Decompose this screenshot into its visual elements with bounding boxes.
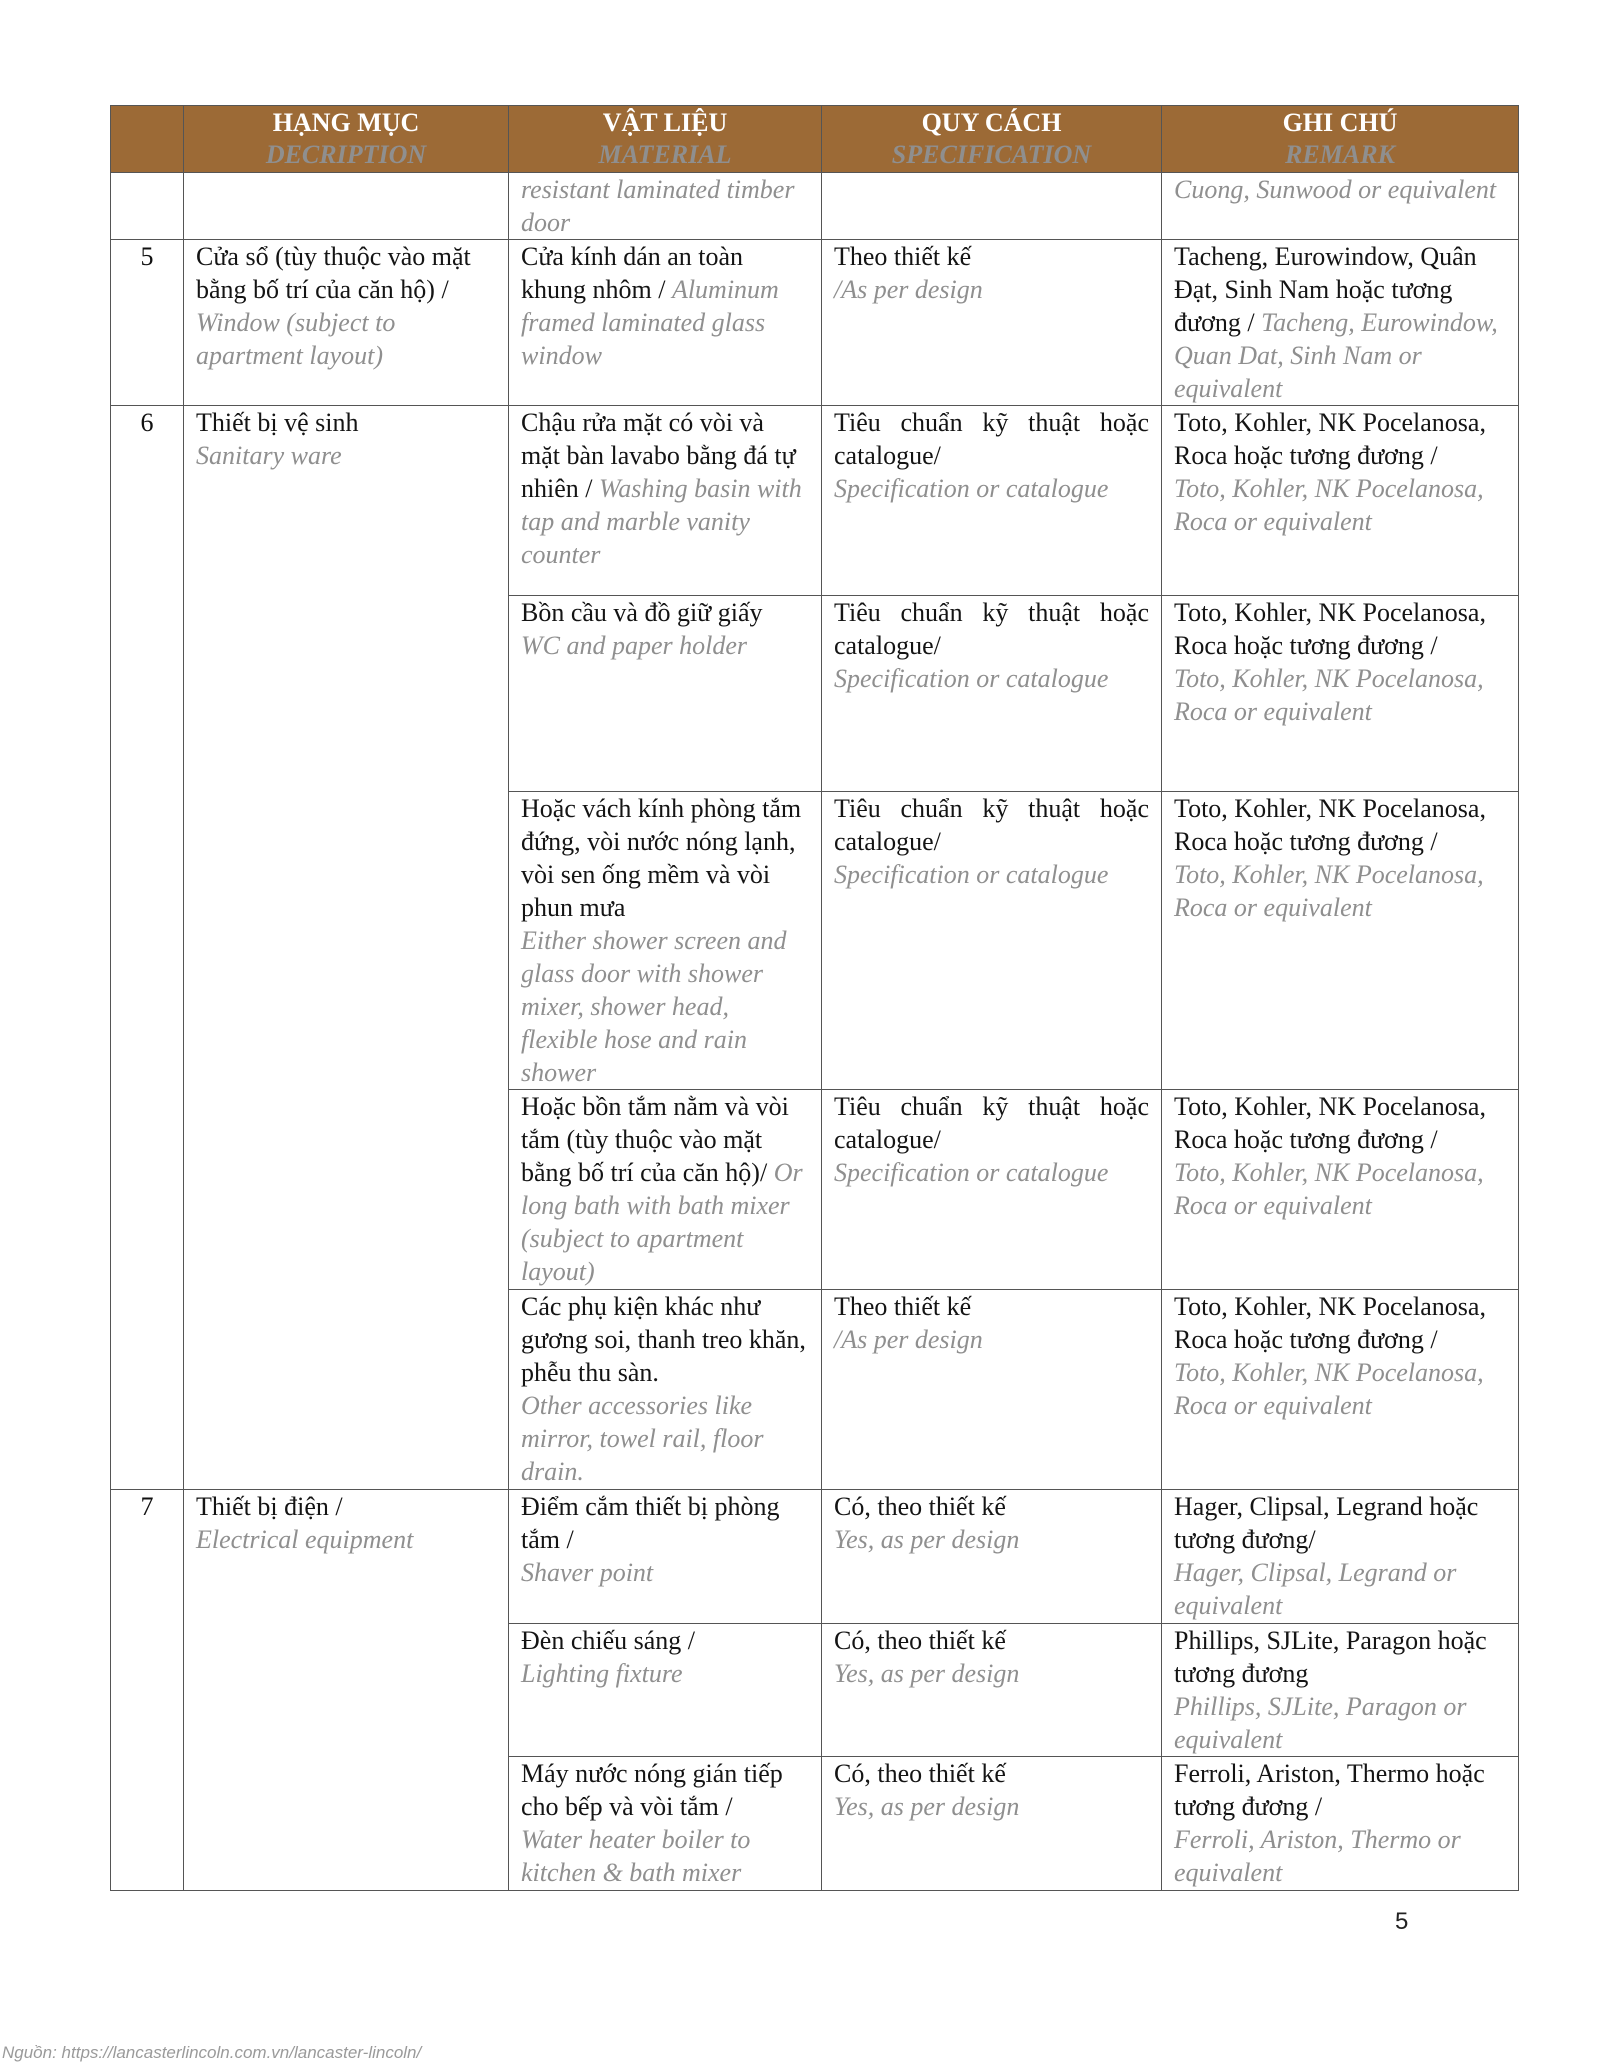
material-cell: Bồn cầu và đồ giữ giấy WC and paper holder — [509, 596, 822, 792]
specification-cell: Tiêu chuẩn kỹ thuật hoặc catalogue/ Specification or catalogue — [822, 406, 1162, 596]
material-cell: Hoặc vách kính phòng tắm đứng, vòi nước nóng lạnh, vòi sen ống mềm và vòi phun mưa Either shower screen and glass door with shower mixer, shower head, flexible hose and rain shower — [509, 792, 822, 1090]
header-material: VẬT LIỆU MATERIAL — [509, 106, 822, 173]
source-note: Nguồn: https://lancasterlincoln.com.vn/lancaster-lincoln/ — [2, 2043, 422, 2062]
header-specification: QUY CÁCH SPECIFICATION — [822, 106, 1162, 173]
specification-cell: Tiêu chuẩn kỹ thuật hoặc catalogue/ Specification or catalogue — [822, 596, 1162, 792]
specification-cell: Có, theo thiết kế Yes, as per design — [822, 1757, 1162, 1891]
specification-cell: Có, theo thiết kế Yes, as per design — [822, 1624, 1162, 1757]
remark-cell: Phillips, SJLite, Paragon hoặc tương đương Phillips, SJLite, Paragon or equivalent — [1162, 1624, 1519, 1757]
table-row — [111, 173, 1519, 240]
material-cell: Hoặc bồn tắm nằm và vòi tắm (tùy thuộc vào mặt bằng bố trí của căn hộ)/ Or long bath with bath mixer (subject to apartment layout) — [509, 1090, 822, 1290]
material-cell: Cửa kính dán an toàn khung nhôm / Aluminum framed laminated glass window — [509, 240, 822, 406]
table-row — [111, 406, 1519, 596]
row-number-cell: 5 — [111, 240, 184, 406]
description-cell: Thiết bị vệ sinh Sanitary ware — [184, 406, 509, 1490]
specification-cell: Theo thiết kế /As per design — [822, 240, 1162, 406]
remark-cell: Toto, Kohler, NK Pocelanosa, Roca hoặc tương đương / Toto, Kohler, NK Pocelanosa, Roca or equivalent — [1162, 1090, 1519, 1290]
page-number: 5 — [1395, 1908, 1409, 1935]
row-number-cell: 7 — [111, 1490, 184, 1891]
header-remark: GHI CHÚ REMARK — [1162, 106, 1519, 173]
row-number-cell: 6 — [111, 406, 184, 1490]
table-row — [111, 240, 1519, 406]
remark-cell: Toto, Kohler, NK Pocelanosa, Roca hoặc tương đương / Toto, Kohler, NK Pocelanosa, Roca or equivalent — [1162, 1290, 1519, 1490]
spec-table — [110, 105, 1519, 1891]
row-number-cell — [111, 173, 184, 240]
description-cell: Cửa sổ (tùy thuộc vào mặt bằng bố trí của căn hộ) / Window (subject to apartment layout) — [184, 240, 509, 406]
material-cell: Các phụ kiện khác như gương soi, thanh treo khăn, phễu thu sàn. Other accessories like mirror, towel rail, floor drain. — [509, 1290, 822, 1490]
material-cell: Điểm cắm thiết bị phòng tắm / Shaver point — [509, 1490, 822, 1624]
remark-cell: Toto, Kohler, NK Pocelanosa, Roca hoặc tương đương / Toto, Kohler, NK Pocelanosa, Roca or equivalent — [1162, 406, 1519, 596]
specification-cell: Tiêu chuẩn kỹ thuật hoặc catalogue/ Specification or catalogue — [822, 1090, 1162, 1290]
material-cell: Chậu rửa mặt có vòi và mặt bàn lavabo bằng đá tự nhiên / Washing basin with tap and marble vanity counter — [509, 406, 822, 596]
header-number — [111, 106, 184, 173]
header-description: HẠNG MỤC DECRIPTION — [184, 106, 509, 173]
description-cell: Thiết bị điện / Electrical equipment — [184, 1490, 509, 1891]
description-cell — [184, 173, 509, 240]
specification-cell: Tiêu chuẩn kỹ thuật hoặc catalogue/ Specification or catalogue — [822, 792, 1162, 1090]
remark-cell: Toto, Kohler, NK Pocelanosa, Roca hoặc tương đương / Toto, Kohler, NK Pocelanosa, Roca or equivalent — [1162, 596, 1519, 792]
material-cell: Đèn chiếu sáng / Lighting fixture — [509, 1624, 822, 1757]
remark-cell: Cuong, Sunwood or equivalent — [1162, 173, 1519, 240]
material-cell: Máy nước nóng gián tiếp cho bếp và vòi tắm / Water heater boiler to kitchen & bath mixer — [509, 1757, 822, 1891]
specification-cell — [822, 173, 1162, 240]
remark-cell: Tacheng, Eurowindow, Quân Đạt, Sinh Nam hoặc tương đương / Tacheng, Eurowindow, Quan Dat, Sinh Nam or equivalent — [1162, 240, 1519, 406]
remark-cell: Hager, Clipsal, Legrand hoặc tương đương/ Hager, Clipsal, Legrand or equivalent — [1162, 1490, 1519, 1624]
remark-cell: Ferroli, Ariston, Thermo hoặc tương đương / Ferroli, Ariston, Thermo or equivalent — [1162, 1757, 1519, 1891]
remark-cell: Toto, Kohler, NK Pocelanosa, Roca hoặc tương đương / Toto, Kohler, NK Pocelanosa, Roca or equivalent — [1162, 792, 1519, 1090]
table-header-row — [111, 106, 1519, 173]
table-row — [111, 1490, 1519, 1624]
material-cell: resistant laminated timber door — [509, 173, 822, 240]
specification-cell: Theo thiết kế /As per design — [822, 1290, 1162, 1490]
specification-cell: Có, theo thiết kế Yes, as per design — [822, 1490, 1162, 1624]
